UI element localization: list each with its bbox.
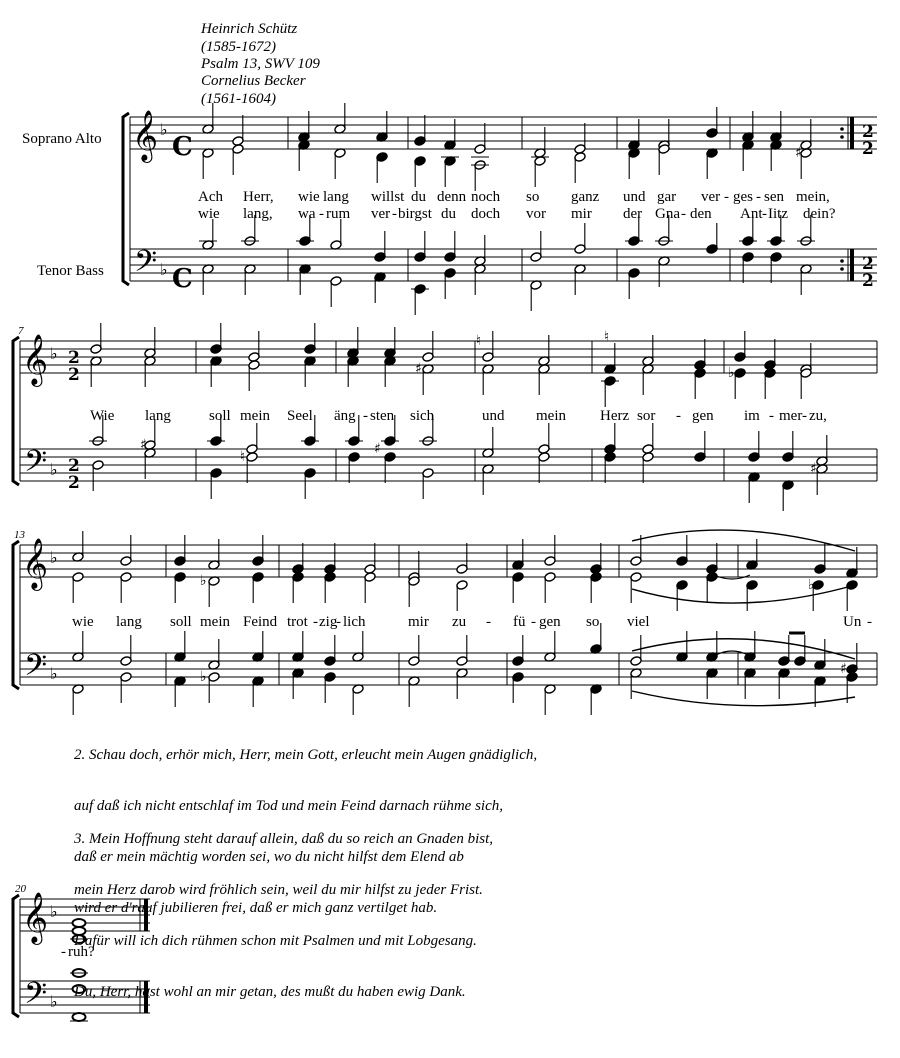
- lyric-hyphen: -: [531, 614, 536, 630]
- lyrics-system3: [72, 614, 872, 630]
- lyric-hyphen: -: [61, 944, 66, 960]
- flat-icon: ♭: [160, 260, 168, 279]
- slur-icon: [632, 530, 855, 551]
- lyric-syllable: lang,: [243, 206, 273, 222]
- verse-line: mein Herz darob wird fröhlich sein, weil du mir hilfst zu jeder Frist.: [74, 882, 483, 898]
- verse-line: 2. Schau doch, erhör mich, Herr, mein Gott, erleucht mein Augen gnädiglich,: [74, 747, 538, 763]
- lyric-syllable: sen: [764, 189, 784, 205]
- flat-icon: ♭: [50, 548, 58, 567]
- flat-icon: ♭: [50, 664, 58, 683]
- lyric-syllable: zu: [452, 614, 467, 630]
- lyric-syllable: fü: [513, 614, 526, 630]
- flat-icon: ♭: [50, 460, 58, 479]
- time-sig-top-s1u: 2: [862, 122, 874, 142]
- lyric-syllable: soll: [170, 614, 192, 630]
- lyric-hyphen: -: [762, 206, 767, 222]
- lyric-syllable: ver: [701, 189, 721, 205]
- lyric-syllable: so: [526, 189, 540, 205]
- lyric-hyphen: -: [676, 408, 681, 424]
- lyric-syllable: mein: [536, 408, 566, 424]
- time-sig-bottom-s1l: 2: [862, 271, 874, 291]
- lyric-hyphen: -: [756, 189, 761, 205]
- lyric-syllable: mir: [571, 206, 592, 222]
- lyric-syllable: und: [482, 408, 505, 424]
- sharp-icon: ♯: [810, 461, 817, 477]
- flat-accidental-icon: ♭: [728, 365, 735, 381]
- lyric-hyphen: -: [802, 408, 807, 424]
- lyric-syllable: Ant: [740, 206, 763, 222]
- lyric-syllable: äng: [334, 408, 356, 424]
- sharp-icon: ♯: [374, 441, 381, 457]
- lyric-syllable: sich: [410, 408, 435, 424]
- flat-icon: ♭: [50, 992, 58, 1011]
- system-bracket-icon: [13, 337, 19, 485]
- verse-line: wird er d'rauf jubilieren frei, daß er mich ganz vertilget hab.: [74, 900, 438, 916]
- lyric-hyphen: -: [769, 408, 774, 424]
- lyric-syllable: Seel: [287, 408, 313, 424]
- lyric-syllable: ruh?: [68, 944, 95, 960]
- lyric-syllable: Wie: [90, 408, 115, 424]
- repeat-dot-icon: [840, 267, 844, 271]
- lyric-syllable: Feind: [243, 614, 278, 630]
- flat-accidental-icon: ♭: [200, 573, 207, 589]
- time-sig-bottom-s1u: 2: [862, 139, 874, 159]
- lyricist-dates: (1561-1604): [201, 91, 276, 107]
- sharp-icon: ♯: [795, 145, 802, 161]
- lyric-syllable: Gna: [655, 206, 680, 222]
- time-sig-top-s2l: 2: [68, 456, 80, 476]
- lyric-syllable: den: [690, 206, 712, 222]
- lyric-syllable: lang: [323, 189, 349, 205]
- lyric-syllable: willst: [371, 189, 405, 205]
- system-bracket-icon: [13, 895, 19, 1017]
- lyric-syllable: doch: [471, 206, 501, 222]
- lyric-syllable: ges: [733, 189, 753, 205]
- lyric-syllable: soll: [209, 408, 231, 424]
- natural-icon: ♮: [476, 333, 482, 349]
- system-bracket-icon: [123, 113, 129, 285]
- lyric-syllable: gen: [692, 408, 714, 424]
- measure-number-13: 13: [14, 529, 25, 541]
- common-time-upper-icon: C: [172, 132, 193, 162]
- lyric-syllable: mein: [200, 614, 230, 630]
- lyric-syllable: trot: [287, 614, 308, 630]
- lyric-syllable: lang: [145, 408, 171, 424]
- flat-accidental-icon: ♭: [200, 669, 207, 685]
- lyric-syllable: so: [586, 614, 600, 630]
- lyric-syllable: Ach: [198, 189, 223, 205]
- lyric-syllable: mein: [240, 408, 270, 424]
- lyric-syllable: noch: [471, 189, 501, 205]
- lyric-hyphen: -: [319, 206, 324, 222]
- repeat-dot-icon: [840, 259, 844, 263]
- verse-line: Du, Herr, hast wohl an mir getan, des mußt du haben ewig Dank.: [74, 984, 466, 1000]
- bass-clef-icon: 𝄢: [24, 649, 48, 690]
- soprano-alto-label: Soprano Alto: [22, 131, 102, 147]
- flat-icon: ♭: [50, 902, 58, 921]
- lyric-syllable: ganz: [571, 189, 600, 205]
- time-sig-bottom-s2l: 2: [68, 473, 80, 493]
- slur-icon: [632, 691, 855, 706]
- lyric-syllable: gen: [539, 614, 561, 630]
- verse-line: auf daß ich nicht entschlaf im Tod und mein Feind darnach rühme sich,: [74, 798, 503, 814]
- measure-number-7: 7: [18, 325, 24, 337]
- tenor-bass-label: Tenor Bass: [37, 263, 104, 279]
- natural-icon: ♮: [604, 329, 610, 345]
- lyricist-name: Cornelius Becker: [201, 73, 306, 89]
- slur-icon: [632, 639, 855, 659]
- verse-3: [74, 797, 493, 1018]
- natural-icon: ♮: [240, 449, 246, 465]
- bass-clef-icon: 𝄢: [24, 977, 48, 1018]
- flat-icon: ♭: [160, 120, 168, 139]
- time-sig-top-s2u: 2: [68, 348, 80, 368]
- repeat-dot-icon: [840, 127, 844, 131]
- lyric-syllable: mein,: [796, 189, 830, 205]
- treble-clef-icon: 𝄞: [22, 892, 49, 943]
- lyrics-system2: [90, 408, 827, 424]
- lyric-syllable: du: [441, 206, 456, 222]
- lyric-hyphen: -: [724, 189, 729, 205]
- bass-clef-icon: 𝄢: [134, 245, 158, 286]
- treble-clef-icon: 𝄞: [22, 334, 49, 385]
- lyric-syllable: im: [744, 408, 760, 424]
- sharp-icon: ♯: [140, 437, 147, 453]
- lyric-hyphen: -: [363, 408, 368, 424]
- lyric-syllable: mer: [779, 408, 803, 424]
- lyric-syllable: birgst: [398, 206, 432, 222]
- lyric-syllable: Herz: [600, 408, 630, 424]
- lyric-syllable: rum: [326, 206, 351, 222]
- sharp-icon: ♯: [415, 361, 422, 377]
- composer-dates: (1585-1672): [201, 39, 276, 55]
- lyrics-system1-line2: [198, 206, 836, 222]
- work-title: Psalm 13, SWV 109: [201, 56, 320, 72]
- lyrics-system1-line1: [198, 189, 830, 205]
- lyric-syllable: Herr,: [243, 189, 274, 205]
- credits-block: [200, 21, 320, 107]
- lyric-syllable: wie: [298, 189, 320, 205]
- lyric-syllable: mir: [408, 614, 429, 630]
- treble-clef-icon: 𝄞: [132, 110, 159, 161]
- flat-accidental-icon: ♭: [808, 577, 815, 593]
- lyric-syllable: gar: [657, 189, 677, 205]
- lyric-syllable: ver: [371, 206, 391, 222]
- bass-clef-icon: 𝄢: [24, 445, 48, 486]
- verse-line: daß er mein mächtig worden sei, wo du nicht hilfst dem Elend ab: [74, 849, 464, 865]
- lyric-syllable: sor: [637, 408, 656, 424]
- repeat-dot-icon: [840, 135, 844, 139]
- lyric-hyphen: -: [486, 614, 491, 630]
- lyric-syllable: und: [623, 189, 646, 205]
- treble-clef-icon: 𝄞: [22, 538, 49, 589]
- lyric-hyphen: -: [867, 614, 872, 630]
- measure-number-20: 20: [15, 883, 26, 895]
- time-sig-top-s1l: 2: [862, 254, 874, 274]
- lyric-syllable: zig: [319, 614, 338, 630]
- verse-line: 3. Mein Hoffnung steht darauf allein, daß du so reich an Gnaden bist,: [74, 831, 493, 847]
- flat-icon: ♭: [50, 344, 58, 363]
- lyric-syllable: denn: [437, 189, 467, 205]
- verse-line: Dafür will ich dich rühmen schon mit Psalmen und mit Lobgesang.: [74, 933, 477, 949]
- lyric-syllable: Un: [843, 614, 862, 630]
- lyric-syllable: Iitz: [768, 206, 788, 222]
- time-sig-bottom-s2u: 2: [68, 365, 80, 385]
- lyric-syllable: wa: [298, 206, 316, 222]
- lyric-syllable: zu,: [809, 408, 827, 424]
- lyric-hyphen: -: [336, 614, 341, 630]
- lyric-syllable: der: [623, 206, 643, 222]
- lyric-hyphen: -: [313, 614, 318, 630]
- lyric-syllable: wie: [72, 614, 94, 630]
- lyric-syllable: vor: [526, 206, 546, 222]
- lyric-syllable: wie: [198, 206, 220, 222]
- lyric-syllable: lich: [343, 614, 366, 630]
- system-bracket-icon: [13, 541, 19, 689]
- lyric-syllable: sten: [370, 408, 395, 424]
- common-time-lower-icon: C: [172, 264, 193, 294]
- time-signatures: [68, 122, 874, 493]
- lyric-syllable: dein?: [803, 206, 836, 222]
- composer-name: Heinrich Schütz: [201, 21, 298, 37]
- lyric-syllable: lang: [116, 614, 142, 630]
- lyric-syllable: du: [411, 189, 426, 205]
- lyric-hyphen: -: [681, 206, 686, 222]
- lyric-syllable: viel: [627, 614, 650, 630]
- lyric-hyphen: -: [392, 206, 397, 222]
- sharp-icon: ♯: [840, 661, 847, 677]
